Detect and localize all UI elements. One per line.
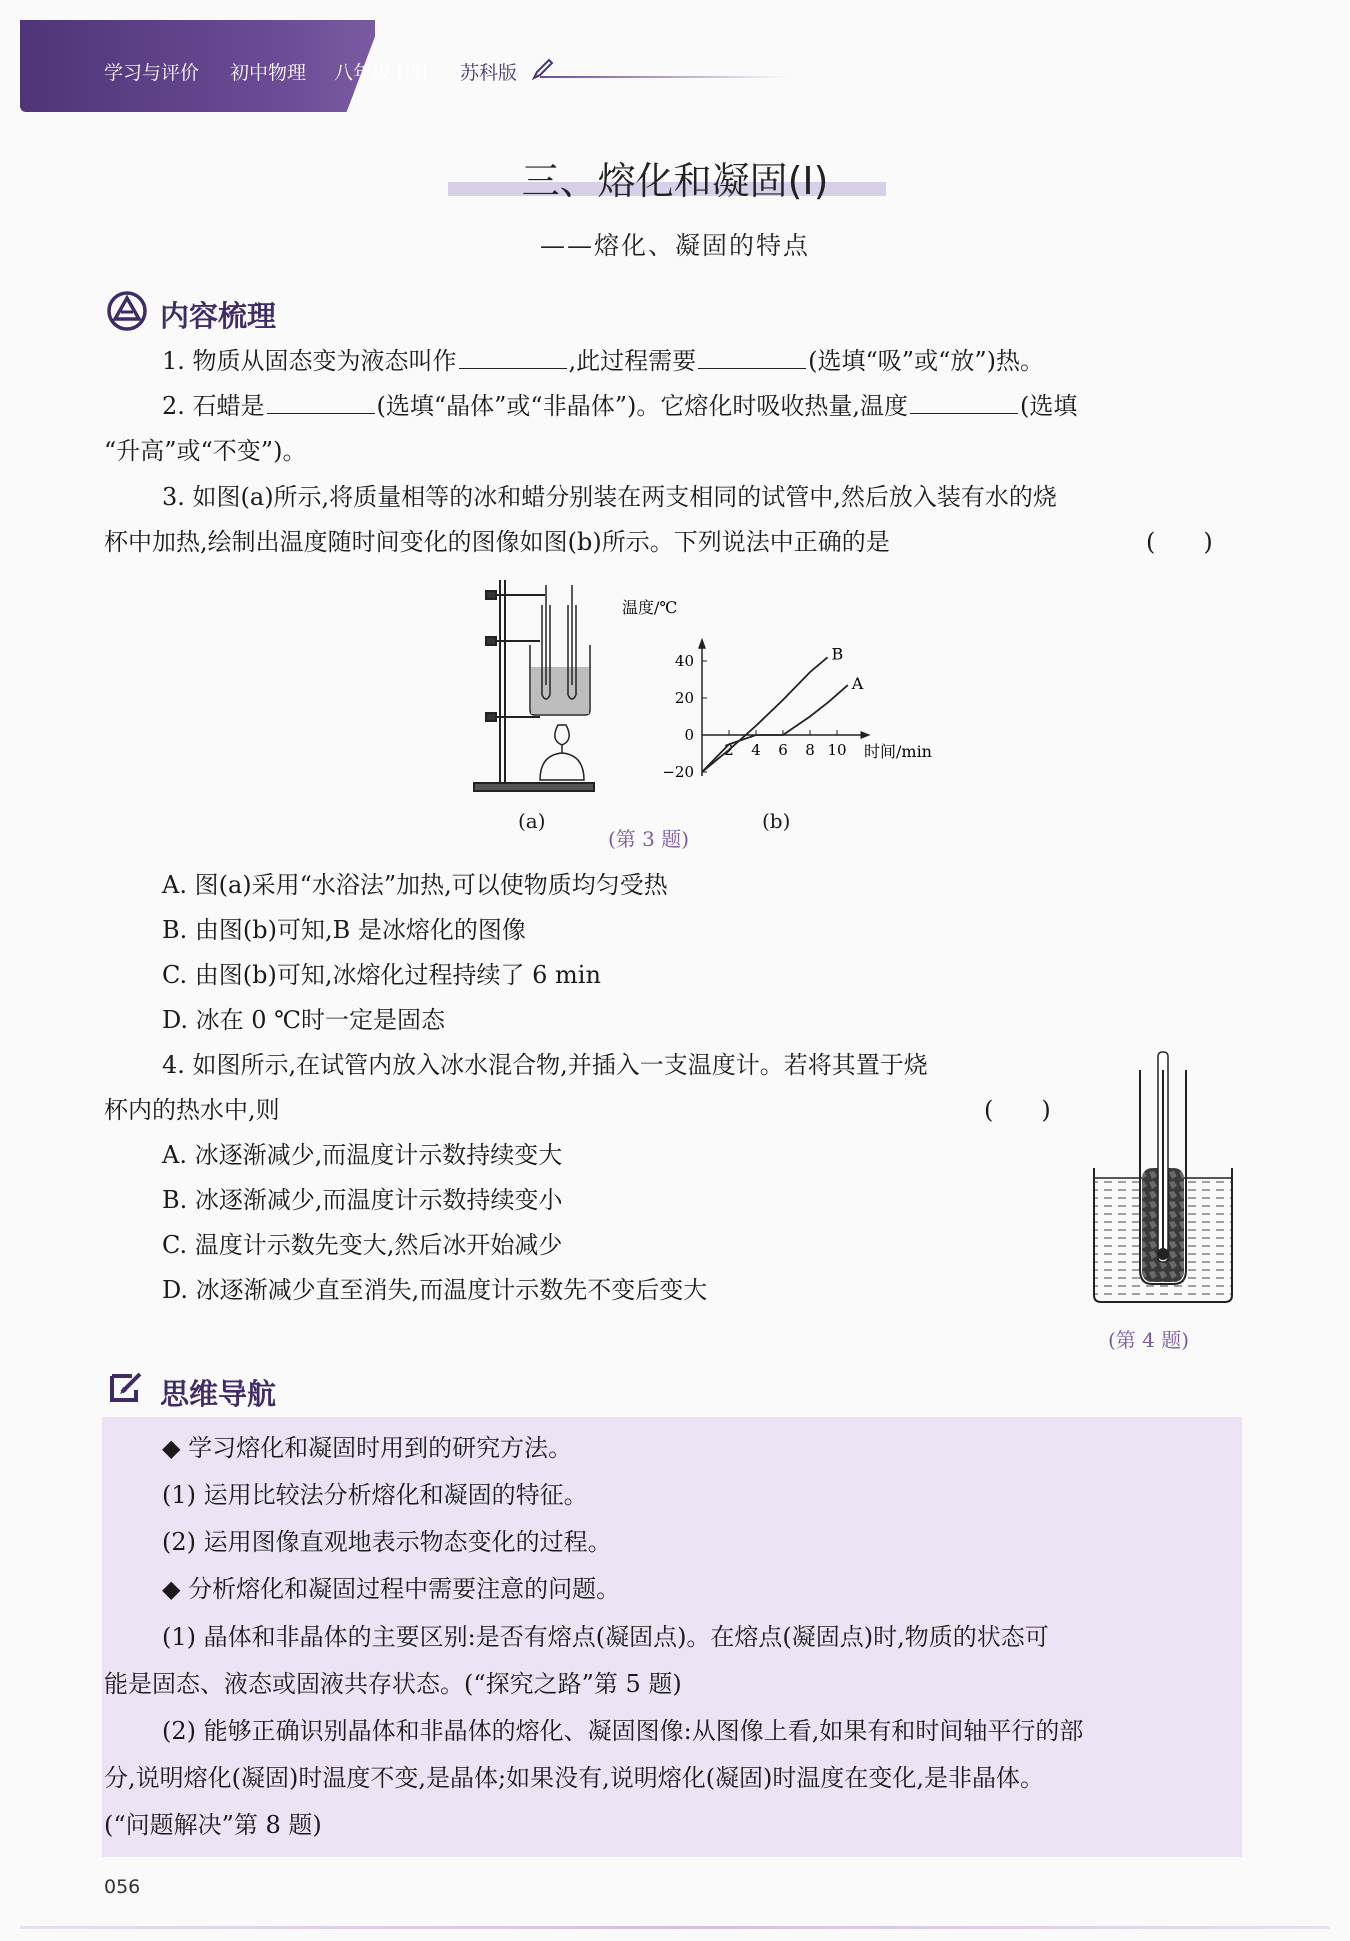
- q2-text-c: (选填: [1019, 392, 1078, 420]
- nav-line-3: (2) 运用图像直观地表示物态变化的过程。: [162, 1528, 612, 1556]
- apparatus-figure: [470, 575, 600, 797]
- header-series: 学习与评价: [104, 62, 200, 84]
- section-heading-text: 思维导航: [160, 1377, 277, 1411]
- nav-line-6: 能是固态、液态或固液共存状态。(“探究之路”第 5 题): [104, 1670, 682, 1698]
- x-axis-arrow-icon: [861, 731, 871, 739]
- y-tick-label: 0: [684, 726, 694, 744]
- q2-text-b: (选填“晶体”或“非晶体”)。它熔化时吸收热量,温度: [376, 392, 908, 420]
- temperature-time-chart: [610, 595, 955, 795]
- y-axis-arrow-icon: [698, 638, 706, 649]
- test-tube-beaker-figure: [1088, 1050, 1238, 1330]
- question-1: [162, 346, 1044, 376]
- q3-answer-paren[interactable]: ( ): [1146, 528, 1213, 556]
- x-tick-label: 4: [751, 741, 761, 759]
- q4-line2: 杯内的热水中,则: [104, 1096, 280, 1124]
- y-axis-label: 温度/℃: [622, 598, 678, 617]
- header-edition: 苏科版: [460, 62, 518, 84]
- section-heading-text: 内容梳理: [160, 299, 277, 333]
- q4-option-a[interactable]: A. 冰逐渐减少,而温度计示数持续变大: [162, 1141, 563, 1169]
- y-tick-label: 20: [674, 689, 694, 707]
- header-grade: 八年级上册: [334, 62, 430, 84]
- nav-line-5: (1) 晶体和非晶体的主要区别:是否有熔点(凝固点)。在熔点(凝固点)时,物质的状态可: [162, 1623, 1049, 1651]
- q2-line2: “升高”或“不变”)。: [104, 437, 307, 465]
- burner: [540, 725, 584, 780]
- triangle-badge-icon: [106, 290, 148, 332]
- y-tick-label: 40: [674, 652, 694, 670]
- q3-option-b[interactable]: B. 由图(b)可知,B 是冰熔化的图像: [162, 916, 526, 944]
- x-axis-label: 时间/min: [864, 742, 932, 761]
- page-subtitle: ——熔化、凝固的特点: [539, 231, 810, 260]
- answer-blank[interactable]: [267, 391, 375, 414]
- fig-a-label: (a): [518, 809, 546, 833]
- y-tick-label: −20: [662, 763, 694, 781]
- series-label-b: B: [831, 644, 844, 664]
- x-tick-label: 2: [724, 741, 734, 759]
- q2-text-a: 2. 石蜡是: [162, 392, 265, 420]
- footer-line: [20, 1926, 1330, 1929]
- nav-line-2: (1) 运用比较法分析熔化和凝固的特征。: [162, 1481, 588, 1509]
- q4-caption: (第 4 题): [1108, 1328, 1190, 1352]
- nav-line-1: ◆ 学习熔化和凝固时用到的研究方法。: [162, 1434, 573, 1462]
- q4-option-d[interactable]: D. 冰逐渐减少直至消失,而温度计示数先不变后变大: [162, 1276, 708, 1304]
- page-title: 三、熔化和凝固(Ⅰ): [521, 159, 829, 203]
- q3-line2: 杯中加热,绘制出温度随时间变化的图像如图(b)所示。下列说法中正确的是: [104, 528, 890, 556]
- header-line: [540, 76, 790, 78]
- nav-line-4: ◆ 分析熔化和凝固过程中需要注意的问题。: [162, 1575, 621, 1603]
- fig-b-label: (b): [762, 809, 791, 833]
- x-tick-label: 6: [778, 741, 788, 759]
- q4-answer-paren[interactable]: ( ): [984, 1096, 1051, 1124]
- q3-caption: (第 3 题): [608, 827, 690, 851]
- beaker: [530, 585, 590, 715]
- answer-blank[interactable]: [698, 346, 806, 369]
- q3-option-c[interactable]: C. 由图(b)可知,冰熔化过程持续了 6 min: [162, 961, 601, 989]
- q1-text-b: ,此过程需要: [568, 347, 697, 375]
- q3-line1: 3. 如图(a)所示,将质量相等的冰和蜡分别装在两支相同的试管中,然后放入装有水的烧: [162, 483, 1057, 511]
- q3-option-d[interactable]: D. 冰在 0 ℃时一定是固态: [162, 1006, 446, 1034]
- q4-option-c[interactable]: C. 温度计示数先变大,然后冰开始减少: [162, 1231, 563, 1259]
- header-subject: 初中物理: [230, 62, 307, 84]
- page-number: 056: [104, 1876, 141, 1898]
- x-tick-label: 10: [827, 741, 847, 759]
- x-tick-label: 8: [805, 741, 815, 759]
- q4-line1: 4. 如图所示,在试管内放入冰水混合物,并插入一支温度计。若将其置于烧: [162, 1051, 928, 1079]
- question-2: [162, 391, 1077, 421]
- answer-blank[interactable]: [459, 346, 567, 369]
- series-label-a: A: [851, 674, 864, 694]
- edit-note-icon: [106, 1368, 146, 1408]
- q3-option-a[interactable]: A. 图(a)采用“水浴法”加热,可以使物质均匀受热: [162, 871, 668, 899]
- q1-text-c: (选填“吸”或“放”)热。: [808, 347, 1044, 375]
- answer-blank[interactable]: [910, 391, 1018, 414]
- q4-option-b[interactable]: B. 冰逐渐减少,而温度计示数持续变小: [162, 1186, 563, 1214]
- nav-line-7: (2) 能够正确识别晶体和非晶体的熔化、凝固图像:从图像上看,如果有和时间轴平行的部: [162, 1717, 1084, 1745]
- nav-line-9: (“问题解决”第 8 题): [104, 1811, 322, 1839]
- q1-text-a: 1. 物质从固态变为液态叫作: [162, 347, 457, 375]
- nav-line-8: 分,说明熔化(凝固)时温度不变,是晶体;如果没有,说明熔化(凝固)时温度在变化,是非晶体。: [104, 1764, 1045, 1792]
